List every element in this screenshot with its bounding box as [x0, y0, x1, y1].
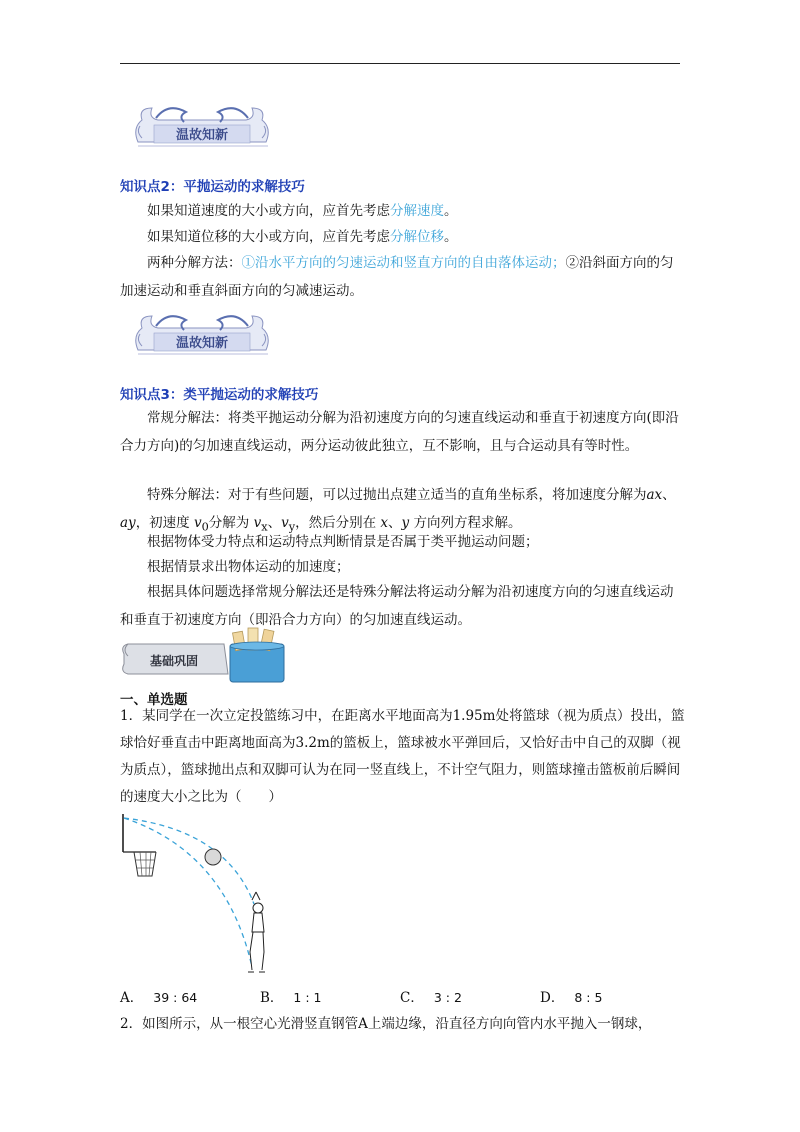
k3-p2-text-b: ，初速度	[135, 515, 194, 531]
k2-p1-highlight: 分解速度	[390, 203, 444, 219]
option-b[interactable]	[260, 986, 322, 1006]
option-c[interactable]	[400, 986, 462, 1006]
scroll-books-icon	[120, 624, 300, 686]
k2-p2-text: 如果知道位移的大小或方向，应首先考虑	[147, 229, 390, 245]
option-value: 8 : 5	[574, 990, 603, 1005]
sep: 、	[388, 515, 402, 531]
option-d[interactable]	[540, 986, 602, 1006]
basketball-figure	[116, 812, 306, 986]
k3-paragraph-1: 常规分解法：将类平抛运动分解为沿初速度方向的匀速直线运动和垂直于初速度方向(即沿合力方向)的匀加速直线运动，两分运动彼此独立，互不影响，且与合运动具有等时性。	[120, 410, 679, 454]
var-ax: ax	[646, 487, 663, 503]
review-banner-icon	[128, 98, 276, 154]
banner-text: 温故知新	[175, 336, 229, 351]
k2-p3-rest: ②沿斜面方向的匀加速运动和垂直斜面方向的匀减速运动。	[120, 255, 674, 299]
basics-banner	[120, 624, 300, 686]
sep: 、	[267, 515, 282, 531]
trajectory-down	[124, 818, 252, 967]
k2-title: 知识点2：平抛运动的求解技巧	[120, 179, 305, 195]
var-vx-sub: x	[261, 520, 268, 534]
var-x: x	[380, 515, 389, 531]
var-y: y	[401, 515, 410, 531]
section-heading: 一、单选题	[120, 692, 188, 708]
banner-text: 温故知新	[175, 128, 229, 143]
answer-options	[120, 986, 680, 1008]
var-ay: ay	[120, 515, 136, 531]
trajectory-up	[124, 818, 254, 904]
net-mesh	[136, 852, 154, 876]
k3-paragraph-3: 根据物体受力特点和运动特点判断情景是否属于类平抛运动问题；	[147, 534, 539, 550]
k2-p1-end: 。	[444, 203, 458, 219]
k2-paragraph-1	[120, 197, 685, 225]
k3-title: 知识点3：类平抛运动的求解技巧	[120, 387, 319, 403]
k2-p3-highlight: ①沿水平方向的匀速运动和竖直方向的自由落体运动；	[241, 255, 566, 271]
k2-paragraph-2	[120, 223, 685, 251]
k3-paragraph-5: 根据具体问题选择常规分解法还是特殊分解法将运动分解为沿初速度方向的匀速直线运动和垂直于初速度方向（即沿合力方向）的匀加速直线运动。	[120, 584, 674, 628]
k3-p2-text-d: ，然后分别在	[295, 515, 381, 531]
var-v0: v	[193, 515, 202, 531]
k2-p2-end: 。	[444, 229, 458, 245]
var-v0-sub: 0	[201, 520, 209, 534]
option-value: 3 : 2	[433, 990, 462, 1005]
review-banner-1	[128, 98, 276, 154]
option-a[interactable]	[120, 986, 197, 1006]
question-1-text: 1．某同学在一次立定投篮练习中，在距离水平地面高为1.95m处将篮球（视为质点）投出，篮球恰好垂直击中距离地面高为3.2m的篮板上，篮球被水平弹回后，又恰好击中自己的双脚（视为质点），篮球抛出点和双脚可认为在同一竖直线上，不计空气阻力，则篮球撞击篮板前后瞬间的速度大小之比为（ ）	[120, 708, 685, 805]
k2-paragraph-3	[120, 249, 685, 305]
question-2-text: 2．如图所示，从一根空心光滑竖直钢管A上端边缘，沿直径方向向管内水平抛入一钢球，	[120, 1016, 652, 1032]
option-label: B．	[260, 990, 284, 1006]
k3-p2-text-e: 方向列方程求解。	[409, 515, 522, 531]
banner-text: 基础巩固	[149, 654, 199, 668]
k3-paragraph-4: 根据情景求出物体运动的加速度；	[147, 559, 350, 575]
var-vy: v	[281, 515, 289, 531]
review-banner-icon	[128, 306, 276, 362]
player-figure	[248, 892, 265, 972]
basketball-diagram	[116, 812, 306, 982]
k3-p2-text: 特殊分解法：对于有些问题，可以过抛出点建立适当的直角坐标系，将加速度分解为	[147, 487, 647, 503]
var-vx: v	[253, 515, 262, 531]
header-rule	[120, 63, 680, 64]
net	[134, 852, 156, 876]
option-value: 1 : 1	[293, 990, 322, 1005]
var-vy-sub: y	[288, 520, 296, 534]
sep: 、	[662, 487, 676, 503]
option-label: D．	[540, 990, 565, 1006]
k3-p2-text-c: 分解为	[208, 515, 254, 531]
basketball	[205, 849, 221, 865]
option-label: C．	[400, 990, 424, 1006]
option-value: 39 : 64	[153, 990, 198, 1005]
review-banner-2	[128, 306, 276, 362]
k2-p2-highlight: 分解位移	[390, 229, 444, 245]
option-label: A．	[120, 990, 144, 1006]
k2-p3-text: 两种分解方法：	[147, 255, 242, 271]
k2-p1-text: 如果知道速度的大小或方向，应首先考虑	[147, 203, 390, 219]
